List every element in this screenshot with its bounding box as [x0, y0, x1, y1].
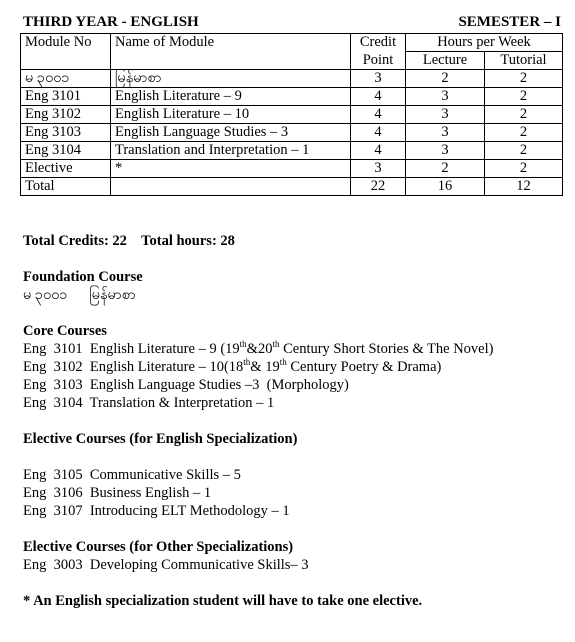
module-tutorial: 2 — [485, 160, 563, 178]
module-lecture: 3 — [406, 142, 485, 160]
core-item-3103: Eng 3103 English Language Studies –3 (Morphology) — [23, 377, 349, 393]
module-lecture: 2 — [406, 70, 485, 88]
module-code: မ ၃၀၀၁ — [21, 70, 111, 88]
elective-note: * An English specialization student will have to take one elective. — [23, 593, 423, 609]
module-tutorial: 2 — [485, 70, 563, 88]
module-tutorial: 2 — [485, 106, 563, 124]
module-code: Elective — [21, 160, 111, 178]
module-name: * — [111, 160, 351, 178]
header-lecture: Lecture — [406, 52, 485, 70]
module-tutorial: 2 — [485, 142, 563, 160]
total-empty — [111, 178, 351, 196]
superscript: th — [243, 357, 251, 368]
header-credit: Credit — [351, 34, 406, 52]
module-code: Eng 3103 — [21, 124, 111, 142]
core-item-3102 — [23, 358, 563, 376]
foundation-heading: Foundation Course — [23, 269, 143, 285]
core-3101-text: Eng 3101 English Literature – 9 (19 — [23, 341, 240, 357]
core-item-3101 — [23, 340, 563, 358]
elective-english-heading: Elective Courses (for English Specialization) — [23, 431, 298, 447]
module-tutorial: 2 — [485, 124, 563, 142]
module-name: Translation and Interpretation – 1 — [111, 142, 351, 160]
superscript: th — [279, 357, 287, 368]
header-point: Point — [351, 52, 406, 70]
elective-other-heading: Elective Courses (for Other Specializations) — [23, 539, 294, 555]
module-lecture: 3 — [406, 88, 485, 106]
course-listing — [23, 232, 563, 610]
module-credit: 4 — [351, 142, 406, 160]
core-item-3104: Eng 3104 Translation & Interpretation – 1 — [23, 395, 275, 411]
module-name: English Literature – 10 — [111, 106, 351, 124]
table-row — [21, 70, 563, 88]
module-credit: 4 — [351, 88, 406, 106]
core-3102-text: & 19 — [250, 359, 280, 375]
header-name-of-module: Name of Module — [111, 34, 351, 70]
module-credit: 3 — [351, 160, 406, 178]
header-tutorial: Tutorial — [485, 52, 563, 70]
total-lecture: 16 — [406, 178, 485, 196]
module-lecture: 2 — [406, 160, 485, 178]
table-row — [21, 124, 563, 142]
table-header-row-1 — [21, 34, 563, 52]
module-table — [20, 33, 563, 196]
table-row — [21, 106, 563, 124]
total-credit: 22 — [351, 178, 406, 196]
module-code: Eng 3102 — [21, 106, 111, 124]
module-tutorial: 2 — [485, 88, 563, 106]
table-row — [21, 88, 563, 106]
elective-item: Eng 3105 Communicative Skills – 5 — [23, 467, 241, 483]
core-heading: Core Courses — [23, 323, 107, 339]
core-3102-text: Eng 3102 English Literature – 10(18 — [23, 359, 244, 375]
totals-summary: Total Credits: 22 Total hours: 28 — [23, 233, 235, 249]
header-hours-per-week: Hours per Week — [406, 34, 563, 52]
table-row — [21, 160, 563, 178]
table-row — [21, 142, 563, 160]
total-label: Total — [21, 178, 111, 196]
module-lecture: 3 — [406, 106, 485, 124]
module-lecture: 3 — [406, 124, 485, 142]
core-3102-text: Century Poetry & Drama) — [286, 359, 442, 375]
superscript: th — [239, 339, 247, 350]
module-credit: 4 — [351, 124, 406, 142]
table-total-row — [21, 178, 563, 196]
elective-item: Eng 3107 Introducing ELT Methodology – 1 — [23, 503, 290, 519]
module-name: မြန်မာစာ — [111, 70, 351, 88]
semester-label: SEMESTER – I — [458, 14, 561, 30]
document-title: THIRD YEAR - ENGLISH — [23, 14, 199, 30]
elective-other-item: Eng 3003 Developing Communicative Skills– 3 — [23, 557, 309, 573]
module-code: Eng 3104 — [21, 142, 111, 160]
core-3101-text: &20 — [246, 341, 273, 357]
core-3101-text: Century Short Stories & The Novel) — [279, 341, 494, 357]
superscript: th — [272, 339, 280, 350]
foundation-item: မ ၃၀၀၁ မြန်မာစာ — [23, 287, 136, 303]
module-name: English Literature – 9 — [111, 88, 351, 106]
elective-item: Eng 3106 Business English – 1 — [23, 485, 212, 501]
module-name: English Language Studies – 3 — [111, 124, 351, 142]
total-tutorial: 12 — [485, 178, 563, 196]
header-module-no: Module No — [21, 34, 111, 70]
module-code: Eng 3101 — [21, 88, 111, 106]
module-credit: 3 — [351, 70, 406, 88]
module-credit: 4 — [351, 106, 406, 124]
